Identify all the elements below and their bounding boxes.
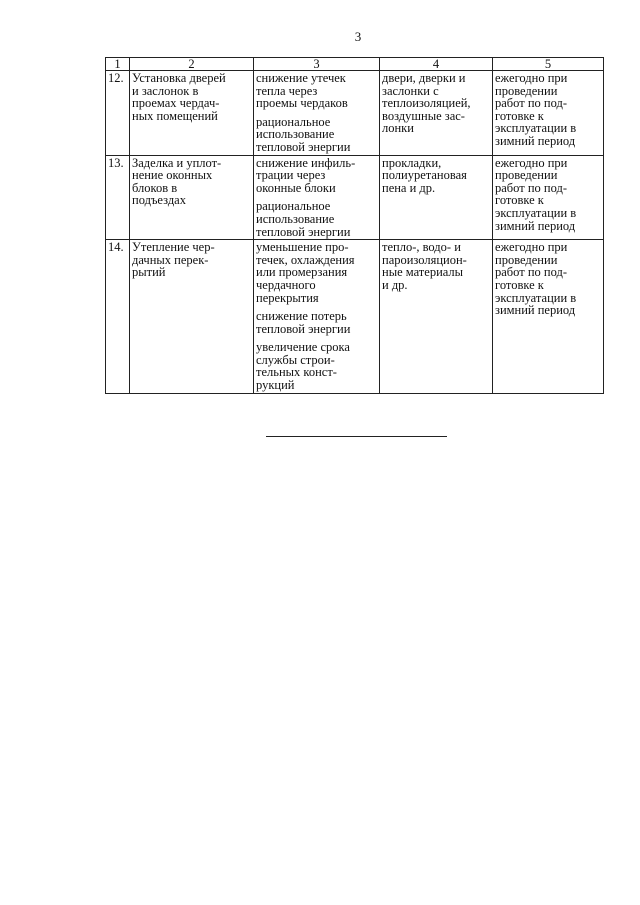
materials-line: лонки: [382, 121, 414, 136]
measure-name-cell: [130, 71, 254, 156]
measure-name-line: Установка дверей: [132, 71, 226, 85]
measure-name-cell: [130, 240, 254, 394]
effect-line: снижение потерь: [256, 309, 347, 324]
measure-name-line: и заслонок в: [132, 83, 199, 98]
measure-name-cell: [130, 155, 254, 240]
measure-name-line: Заделка и уплот-: [132, 155, 222, 170]
effect-line: тельных конст-: [256, 365, 337, 380]
header-cell: 3: [254, 58, 380, 71]
schedule-line: проведении: [495, 252, 558, 267]
materials-line: полиуретановая: [382, 168, 467, 183]
header-cell: 4: [380, 58, 493, 71]
effect-line: проемы чердаков: [256, 96, 348, 111]
table-row: [106, 71, 604, 156]
measure-name-line: нение оконных: [132, 168, 213, 183]
effect-paragraph: [256, 157, 377, 195]
effect-line: снижение инфиль-: [256, 155, 356, 170]
schedule-line: работ по под-: [495, 265, 567, 280]
effect-line: рукций: [256, 378, 295, 393]
measure-name-line: Утепление чер-: [132, 240, 215, 255]
materials-line: двери, дверки и: [382, 71, 466, 85]
schedule-line: проведении: [495, 168, 558, 183]
effect-line: или промерзания: [256, 265, 348, 280]
schedule-line: ежегодно при: [495, 240, 568, 255]
schedule-line: зимний период: [495, 133, 576, 148]
schedule-line: зимний период: [495, 218, 576, 233]
table-row: [106, 155, 604, 240]
schedule-line: эксплуатации в: [495, 205, 577, 220]
effect-line: увеличение срока: [256, 340, 350, 355]
materials-line: тепло-, водо- и: [382, 240, 461, 255]
materials-line: заслонки с: [382, 83, 439, 98]
row-number-cell: 14.: [106, 240, 130, 394]
effect-line: использование: [256, 211, 335, 226]
effect-line: рациональное: [256, 114, 331, 129]
schedule-line: эксплуатации в: [495, 121, 577, 136]
materials-cell: [380, 240, 493, 394]
effect-line: службы строи-: [256, 352, 335, 367]
materials-cell: [380, 155, 493, 240]
effect-cell: [254, 155, 380, 240]
measure-name-line: блоков в: [132, 180, 178, 195]
effect-paragraph: [256, 72, 377, 110]
measure-name-line: подъездах: [132, 193, 186, 208]
effect-line: тепловой энергии: [256, 139, 351, 154]
schedule-line: готовке к: [495, 193, 544, 208]
effect-line: тепла через: [256, 83, 318, 98]
materials-cell: [380, 71, 493, 156]
effect-line: снижение утечек: [256, 71, 346, 85]
materials-line: теплоизоляцией,: [382, 96, 471, 111]
schedule-line: проведении: [495, 83, 558, 98]
header-cell: 2: [130, 58, 254, 71]
schedule-line: эксплуатации в: [495, 290, 577, 305]
schedule-line: ежегодно при: [495, 155, 568, 170]
effect-paragraph: [256, 200, 377, 238]
effect-paragraph: [256, 241, 377, 304]
materials-line: ные материалы: [382, 265, 464, 280]
schedule-line: работ по под-: [495, 96, 567, 111]
effect-line: течек, охлаждения: [256, 252, 355, 267]
schedule-line: ежегодно при: [495, 71, 568, 85]
materials-line: прокладки,: [382, 155, 442, 170]
schedule-line: готовке к: [495, 108, 544, 123]
schedule-cell: [493, 240, 604, 394]
effect-line: рациональное: [256, 199, 331, 214]
effect-line: перекрытия: [256, 290, 319, 305]
materials-line: воздушные зас-: [382, 108, 465, 123]
schedule-line: зимний период: [495, 303, 576, 318]
row-number-cell: 12.: [106, 71, 130, 156]
materials-line: пароизоляцион-: [382, 252, 467, 267]
effect-line: трации через: [256, 168, 326, 183]
measures-table: [105, 57, 604, 394]
table-header-row: [106, 58, 604, 71]
effect-line: тепловой энергии: [256, 224, 351, 239]
effect-line: оконные блоки: [256, 180, 336, 195]
page-number: 3: [354, 29, 362, 44]
schedule-line: готовке к: [495, 277, 544, 292]
schedule-line: работ по под-: [495, 180, 567, 195]
effect-cell: [254, 71, 380, 156]
header-cell: 1: [106, 58, 130, 71]
measure-name-line: ных помещений: [132, 108, 218, 123]
end-of-table-rule: [266, 436, 447, 437]
materials-line: и др.: [382, 277, 408, 292]
effect-line: чердачного: [256, 277, 316, 292]
effect-paragraph: [256, 116, 377, 154]
effect-line: использование: [256, 127, 335, 142]
measure-name-line: дачных перек-: [132, 252, 209, 267]
effect-line: тепловой энергии: [256, 321, 351, 336]
effect-paragraph: [256, 341, 377, 391]
schedule-cell: [493, 155, 604, 240]
measure-name-line: рытий: [132, 265, 166, 280]
effect-paragraph: [256, 310, 377, 335]
materials-line: пена и др.: [382, 180, 436, 195]
table-row: [106, 240, 604, 394]
effect-line: уменьшение про-: [256, 240, 349, 255]
effect-cell: [254, 240, 380, 394]
measure-name-line: проемах чердач-: [132, 96, 220, 111]
header-cell: 5: [493, 58, 604, 71]
schedule-cell: [493, 71, 604, 156]
table-body: [106, 71, 604, 394]
row-number-cell: 13.: [106, 155, 130, 240]
